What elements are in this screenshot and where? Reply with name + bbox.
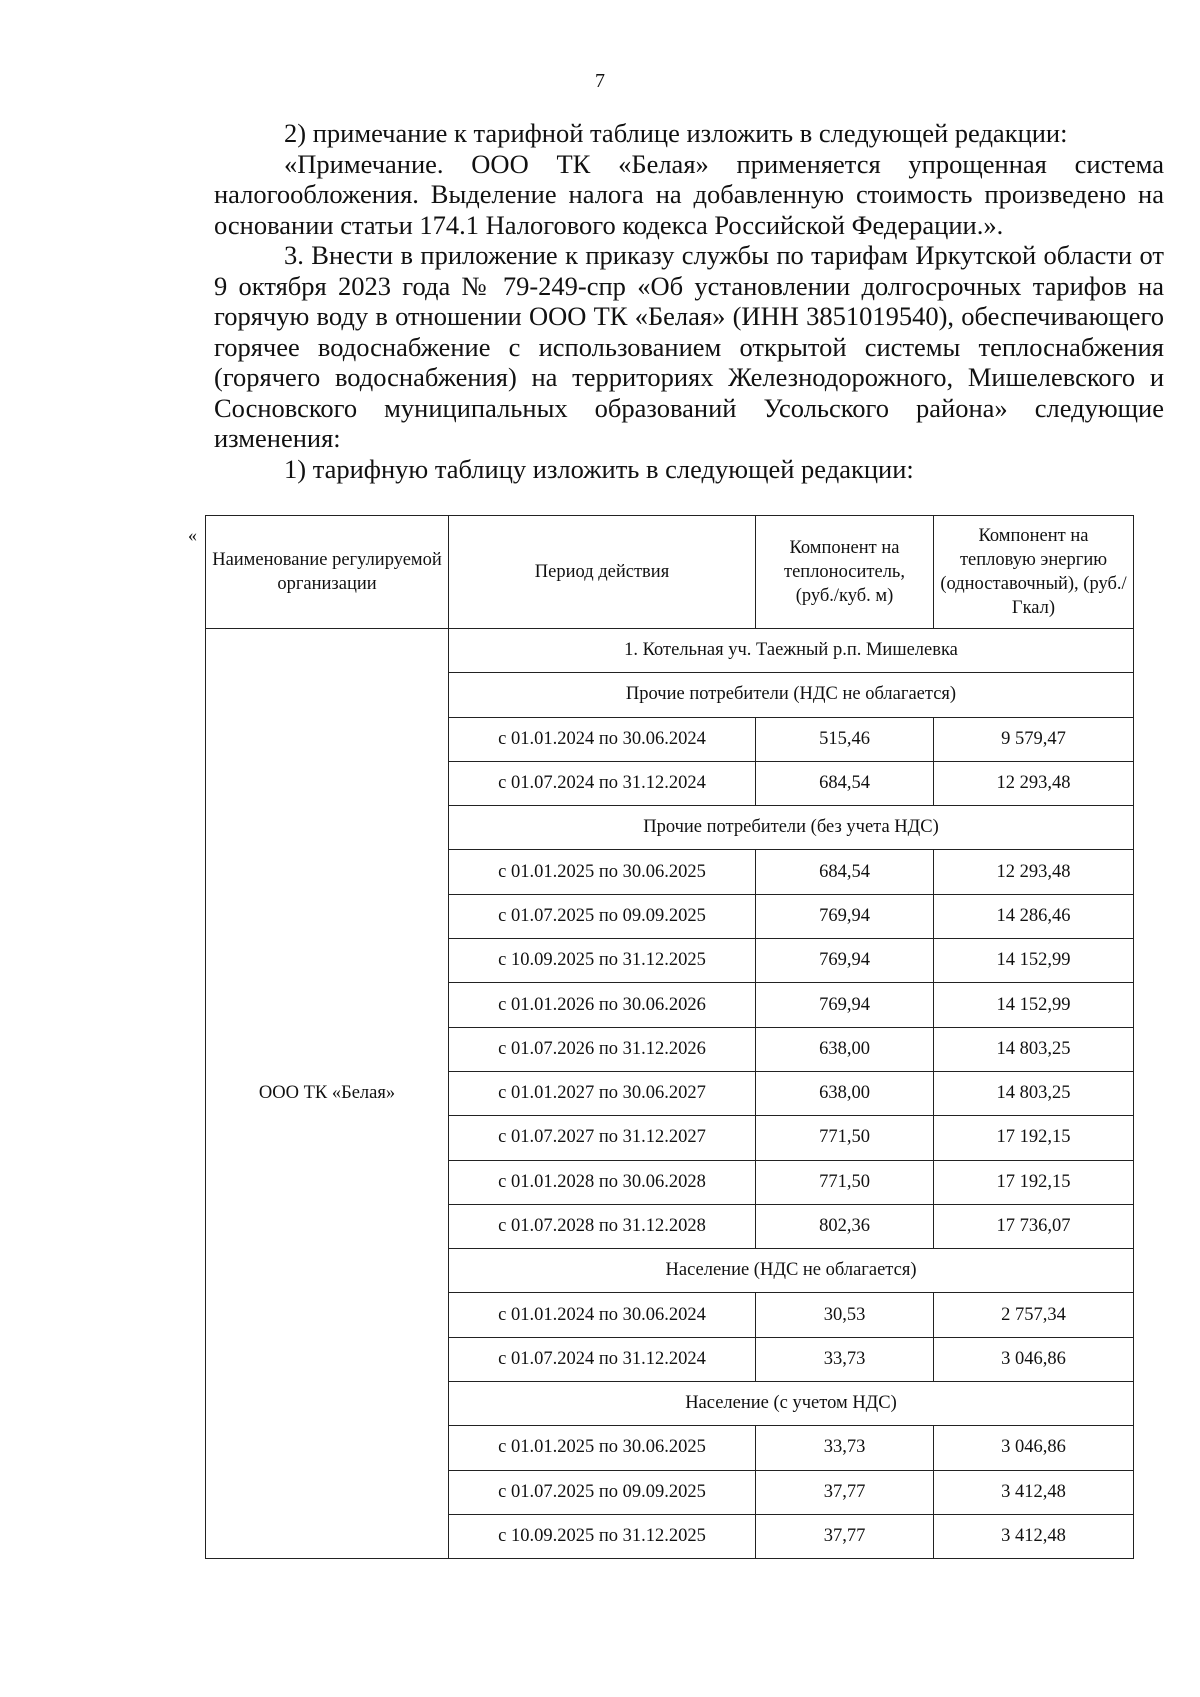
carrier-cell: 37,77 [756, 1470, 934, 1514]
period-cell: с 01.07.2028 по 31.12.2028 [449, 1204, 756, 1248]
page-number: 7 [595, 70, 605, 92]
energy-cell: 3 412,48 [934, 1470, 1134, 1514]
period-cell: с 01.01.2024 по 30.06.2024 [449, 1293, 756, 1337]
carrier-cell: 769,94 [756, 983, 934, 1027]
tariff-table [205, 515, 1134, 1559]
period-cell: с 01.01.2025 по 30.06.2025 [449, 850, 756, 894]
carrier-cell: 30,53 [756, 1293, 934, 1337]
period-cell: с 01.07.2025 по 09.09.2025 [449, 1470, 756, 1514]
energy-cell: 14 803,25 [934, 1071, 1134, 1115]
section-title: 1. Котельная уч. Таежный р.п. Мишелевка [449, 629, 1134, 673]
carrier-cell: 769,94 [756, 939, 934, 983]
energy-cell: 17 192,15 [934, 1160, 1134, 1204]
carrier-cell: 515,46 [756, 717, 934, 761]
energy-cell: 14 286,46 [934, 894, 1134, 938]
header-organization: Наименование регулируемой организации [206, 516, 449, 629]
period-cell: с 01.07.2024 по 31.12.2024 [449, 761, 756, 805]
period-cell: с 10.09.2025 по 31.12.2025 [449, 1514, 756, 1558]
carrier-cell: 37,77 [756, 1514, 934, 1558]
carrier-cell: 769,94 [756, 894, 934, 938]
group-title: Прочие потребители (без учета НДС) [449, 806, 1134, 850]
organization-cell: ООО ТК «Белая» [206, 629, 449, 1559]
carrier-cell: 33,73 [756, 1426, 934, 1470]
energy-cell: 17 192,15 [934, 1116, 1134, 1160]
carrier-cell: 638,00 [756, 1027, 934, 1071]
carrier-cell: 802,36 [756, 1204, 934, 1248]
period-cell: с 01.07.2024 по 31.12.2024 [449, 1337, 756, 1381]
energy-cell: 12 293,48 [934, 761, 1134, 805]
group-title: Население (НДС не облагается) [449, 1249, 1134, 1293]
energy-cell: 3 046,86 [934, 1426, 1134, 1470]
energy-cell: 9 579,47 [934, 717, 1134, 761]
header-heat-energy: Компонент на тепловую энергию (одноставочный), (руб./Гкал) [934, 516, 1134, 629]
body-text [214, 118, 1164, 484]
energy-cell: 14 152,99 [934, 939, 1134, 983]
header-heat-carrier: Компонент на теплоноситель, (руб./куб. м) [756, 516, 934, 629]
group-title: Прочие потребители (НДС не облагается) [449, 673, 1134, 717]
period-cell: с 01.01.2028 по 30.06.2028 [449, 1160, 756, 1204]
energy-cell: 17 736,07 [934, 1204, 1134, 1248]
table-header-row [206, 516, 1134, 629]
energy-cell: 2 757,34 [934, 1293, 1134, 1337]
energy-cell: 14 152,99 [934, 983, 1134, 1027]
period-cell: с 01.01.2027 по 30.06.2027 [449, 1071, 756, 1115]
carrier-cell: 684,54 [756, 850, 934, 894]
period-cell: с 01.07.2025 по 09.09.2025 [449, 894, 756, 938]
carrier-cell: 638,00 [756, 1071, 934, 1115]
group-title: Население (с учетом НДС) [449, 1382, 1134, 1426]
period-cell: с 10.09.2025 по 31.12.2025 [449, 939, 756, 983]
carrier-cell: 771,50 [756, 1116, 934, 1160]
energy-cell: 12 293,48 [934, 850, 1134, 894]
energy-cell: 3 046,86 [934, 1337, 1134, 1381]
opening-quote-mark: « [188, 525, 197, 545]
paragraph-amendment: 3. Внести в приложение к приказу службы по тарифам Иркутской области от 9 октября 2023 года № 79-249-спр «Об установлении долгосрочных тарифов на горячую воду в отношении ООО ТК «Белая» (ИНН 3851019540), обеспечивающего горячее водоснабжение с использованием открытой системы теплоснабжения (горячего водоснабжения) на территориях Железнодорожного, Мишелевского и Сосновского муниципальных образований Усольского района» следующие изменения: [214, 240, 1164, 453]
period-cell: с 01.01.2024 по 30.06.2024 [449, 717, 756, 761]
paragraph-note-intro: 2) примечание к тарифной таблице изложить в следующей редакции: [284, 118, 1068, 148]
period-cell: с 01.01.2025 по 30.06.2025 [449, 1426, 756, 1470]
paragraph-note: «Примечание. ООО ТК «Белая» применяется упрощенная система налогообложения. Выделение налога на добавленную стоимость произведено на основании статьи 174.1 Налогового кодекса Российской Федерации.». [214, 148, 1164, 240]
energy-cell: 14 803,25 [934, 1027, 1134, 1071]
carrier-cell: 771,50 [756, 1160, 934, 1204]
period-cell: с 01.07.2027 по 31.12.2027 [449, 1116, 756, 1160]
period-cell: с 01.07.2026 по 31.12.2026 [449, 1027, 756, 1071]
section-row [206, 629, 1134, 673]
header-period: Период действия [449, 516, 756, 629]
paragraph-table-intro: 1) тарифную таблицу изложить в следующей редакции: [284, 453, 914, 484]
period-cell: с 01.01.2026 по 30.06.2026 [449, 983, 756, 1027]
carrier-cell: 684,54 [756, 761, 934, 805]
energy-cell: 3 412,48 [934, 1514, 1134, 1558]
carrier-cell: 33,73 [756, 1337, 934, 1381]
